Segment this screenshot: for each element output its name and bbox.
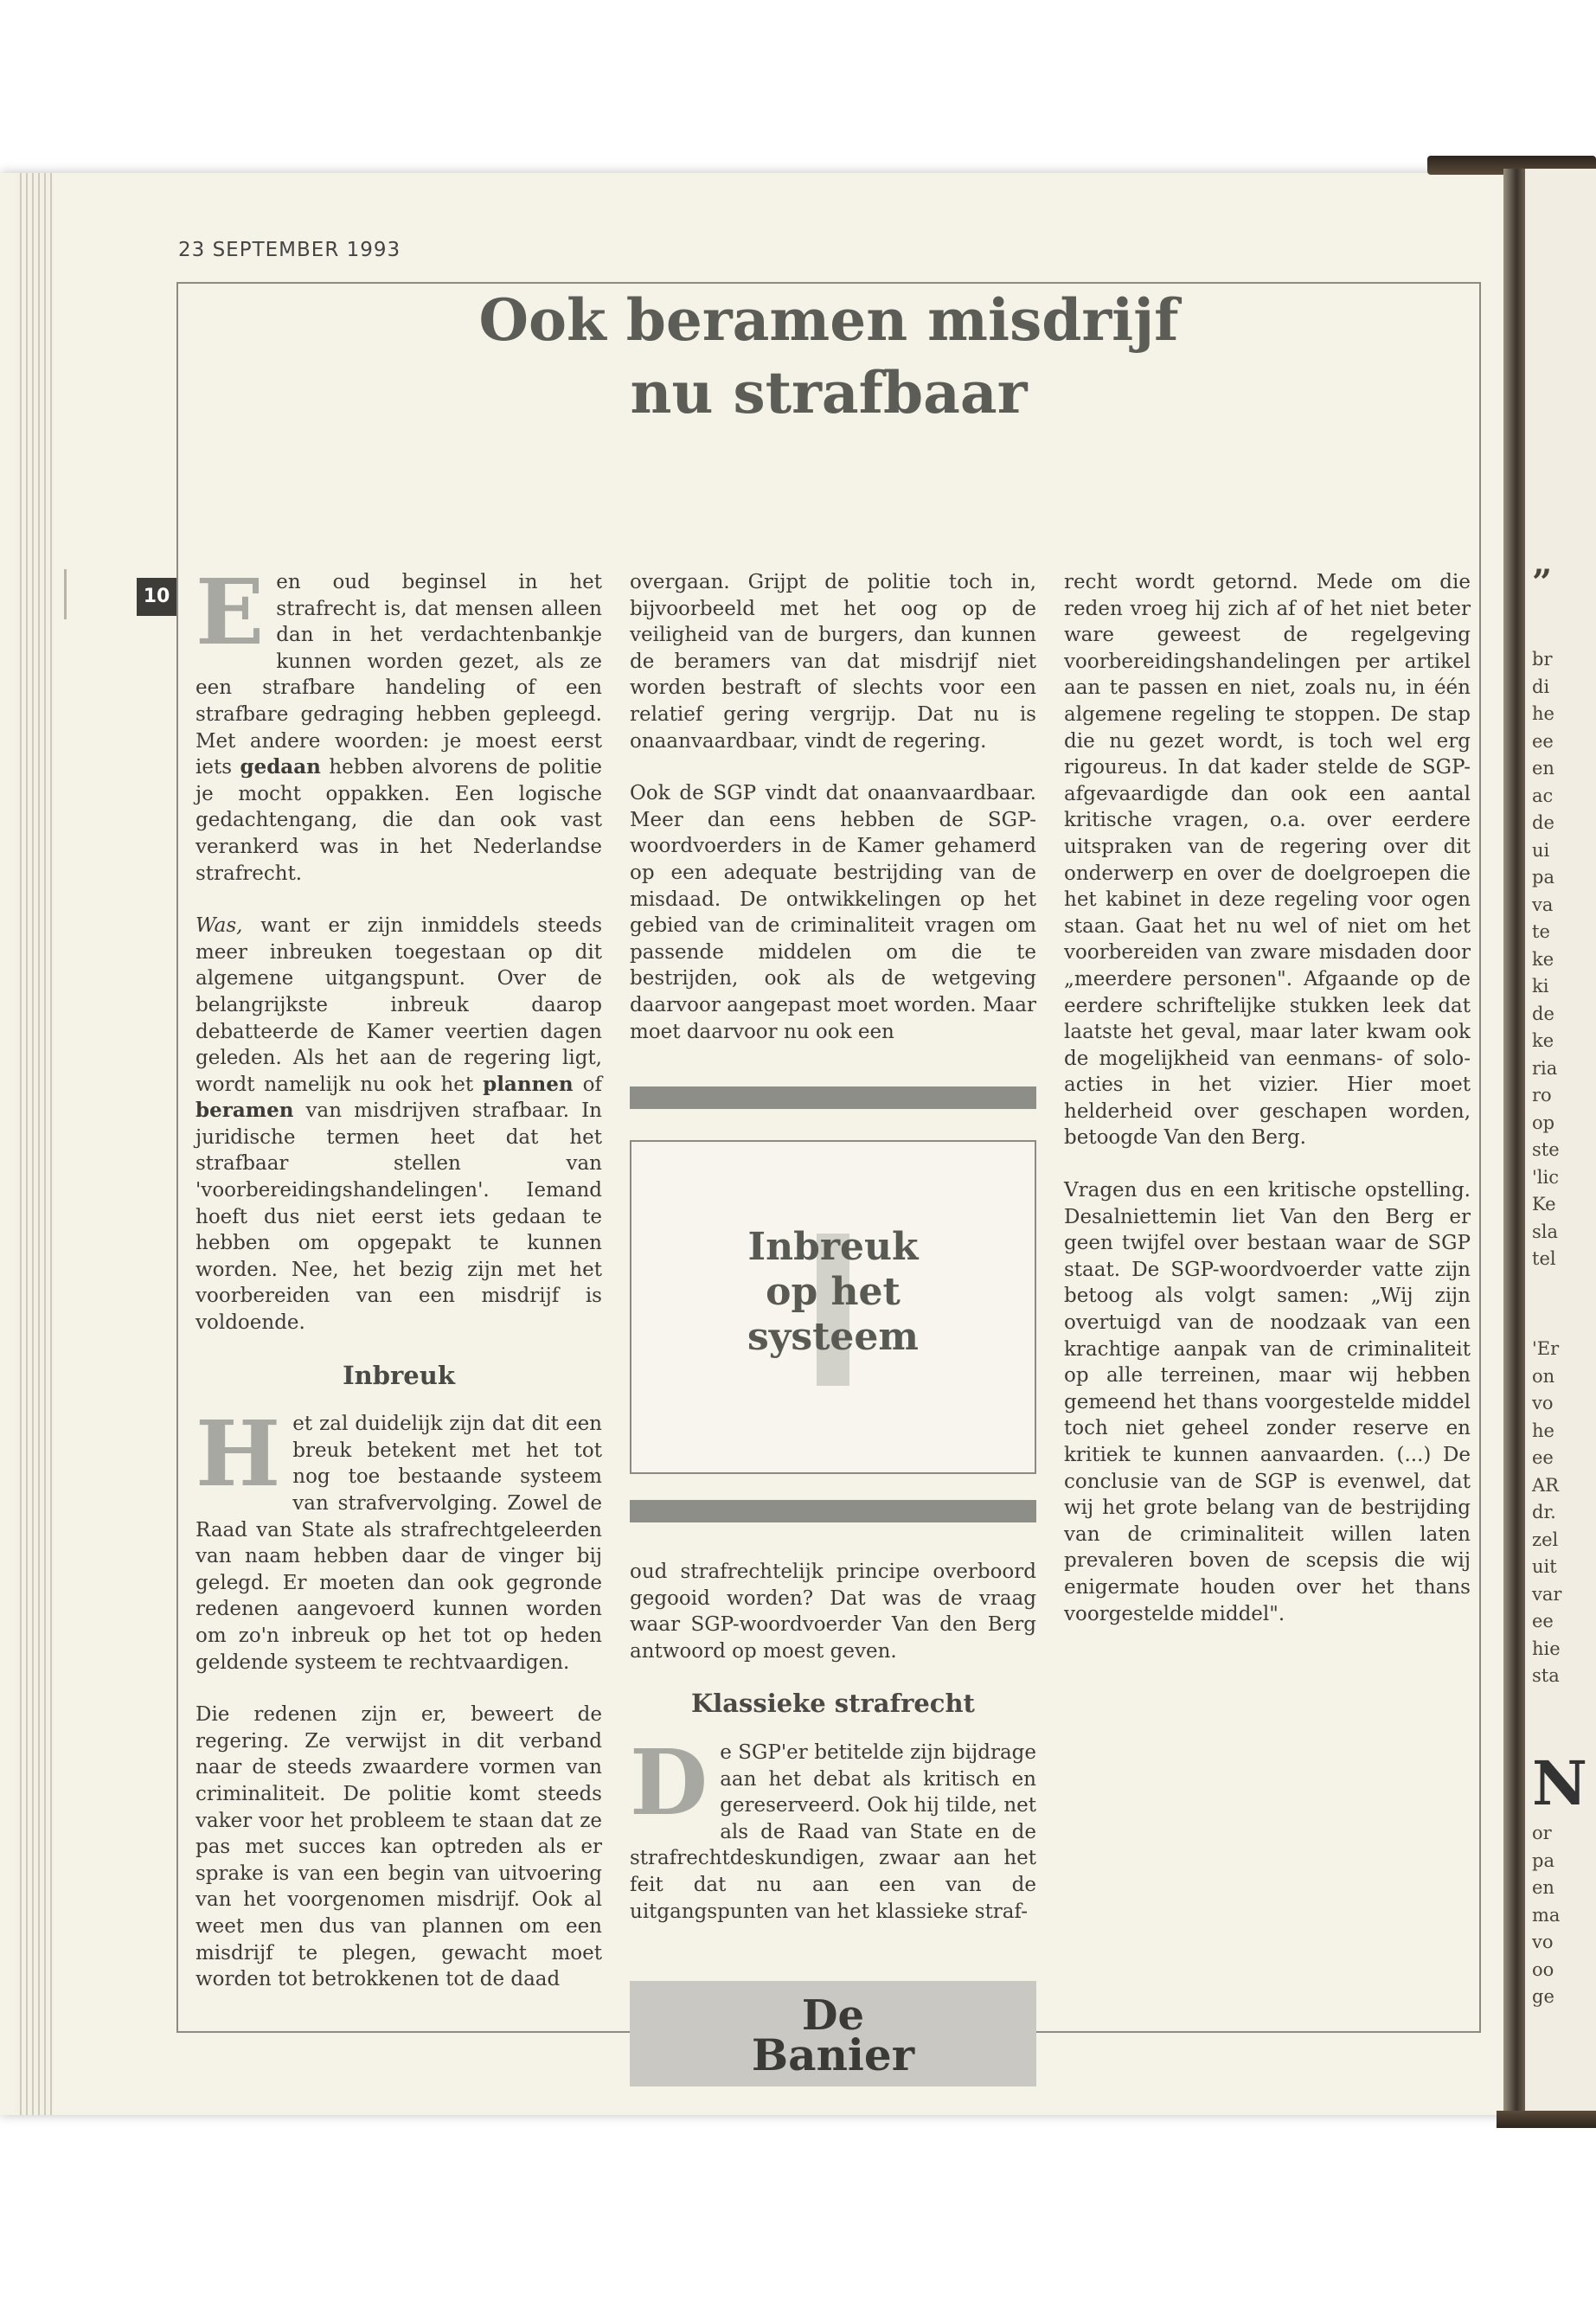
logo-line-1: De bbox=[801, 1991, 865, 2040]
issue-date: 23 SEPTEMBER 1993 bbox=[178, 239, 401, 261]
next-page-line-fragment: ki bbox=[1532, 976, 1549, 997]
next-page-line-fragment: en bbox=[1532, 1877, 1554, 1898]
next-page-quote-mark: ” bbox=[1532, 562, 1553, 603]
next-page-line-fragment: AR bbox=[1532, 1474, 1559, 1496]
headline-line-2: nu strafbaar bbox=[630, 359, 1028, 426]
next-page-line-fragment: Ke bbox=[1532, 1194, 1556, 1215]
next-page-line-fragment: ke bbox=[1532, 1030, 1554, 1051]
next-page-line-fragment: zel bbox=[1532, 1529, 1559, 1550]
next-page-line-fragment: ee bbox=[1532, 730, 1554, 752]
pull-quote-rule-bottom bbox=[630, 1500, 1036, 1522]
next-page-line-fragment: ma bbox=[1532, 1904, 1561, 1926]
logo-line-2: Banier bbox=[751, 2029, 915, 2080]
next-page-line-fragment: va bbox=[1532, 894, 1554, 915]
next-page-line-fragment: tel bbox=[1532, 1248, 1556, 1269]
page-stack-edge bbox=[16, 173, 54, 2115]
next-page-big-letter: N bbox=[1532, 1747, 1587, 1819]
next-page-line-fragment: vo bbox=[1532, 1932, 1554, 1952]
paragraph-text: of bbox=[582, 1073, 603, 1096]
pull-quote-line: systeem bbox=[747, 1315, 919, 1359]
book-spine bbox=[1503, 169, 1525, 2119]
paragraph bbox=[630, 780, 1036, 1045]
book-binding-bottom bbox=[1497, 2111, 1596, 2128]
next-page-line-fragment: ro bbox=[1532, 1085, 1552, 1106]
next-page-line-fragment: var bbox=[1532, 1583, 1562, 1605]
next-page-line-fragment: he bbox=[1532, 1420, 1554, 1441]
next-page-line-fragment: dr. bbox=[1532, 1502, 1556, 1522]
section-subheading: Inbreuk bbox=[343, 1360, 455, 1390]
paragraph-text: van misdrijven strafbaar. In juridische termen heet dat het strafbaar stellen van 'voorbereidingshandelingen'. Iemand hoeft dus niet eerst iets gedaan te hebben om opgepakt te kunnen worden. Nee, het bezig zijn met het voorbereiden van een misdrijf is voldoende. bbox=[195, 1099, 602, 1335]
paragraph bbox=[195, 1702, 602, 1993]
next-page-line-fragment: ste bbox=[1532, 1139, 1560, 1160]
next-page-line-fragment: ria bbox=[1532, 1057, 1558, 1079]
headline-line-1: Ook beramen misdrijf bbox=[478, 286, 1179, 354]
paragraph-text: Vragen dus en een kritische opstelling. Desalniettemin liet Van den Berg er geen twijfel over bestaan waar de SGP staat. De SGP-woordvoerder vatte zijn betoog als volgt samen: „Wij zijn overtuigd van de noodzaak van een krachtige aanpak van de criminaliteit op alle terreinen, maar wij hebben gemeend het thans voorgestelde middel toch niet geheel zonder reserve en kritiek te kunnen aanvaarden. (...) De conclusie van de SGP is evenwel, dat wij het grote belang van de bestrijding van de criminaliteit willen laten prevaleren boven de scepsis die wij enigermate houden over het thans voorgestelde middel". bbox=[1064, 1179, 1471, 1625]
page-number: 10 bbox=[137, 578, 176, 616]
drop-cap: E bbox=[195, 559, 265, 665]
next-page-line-fragment: sla bbox=[1532, 1221, 1559, 1242]
pull-quote-rule-top bbox=[630, 1086, 1036, 1109]
drop-cap: D bbox=[630, 1728, 708, 1836]
paragraph bbox=[195, 1400, 602, 1676]
paragraph-text: et zal duidelijk zijn dat dit een breuk betekent met het tot nog toe bestaande systeem van strafvervolging. Zowel de Raad van State als strafrechtgeleerden van naam hebben daar de vinger bij gelegd. Er moeten dan ook gegronde redenen aangevoerd kunnen worden om zo'n inbreuk op het tot op heden geldende systeem te rechtvaardigen. bbox=[195, 1413, 602, 1674]
pull-quote-box bbox=[630, 1140, 1036, 1474]
next-page-line-fragment: pa bbox=[1532, 1849, 1554, 1871]
drop-cap: H bbox=[195, 1400, 281, 1508]
next-page-fragment bbox=[1525, 169, 1596, 2111]
pull-quote-line: Inbreuk bbox=[747, 1225, 919, 1269]
article-headline bbox=[176, 284, 1481, 429]
next-page-line-fragment: oo bbox=[1532, 1958, 1554, 1980]
paragraph bbox=[630, 1559, 1036, 1664]
emphasis-text: gedaan bbox=[240, 755, 321, 779]
paragraph bbox=[630, 1728, 1036, 1925]
next-page-line-fragment: de bbox=[1532, 812, 1554, 833]
next-page-line-fragment: pa bbox=[1532, 867, 1554, 888]
paragraph bbox=[195, 913, 602, 1336]
emphasis-text: beramen bbox=[195, 1099, 294, 1123]
next-page-line-fragment: ac bbox=[1532, 785, 1554, 806]
paragraph-text: want er zijn inmiddels steeds meer inbreuken toegestaan op dit algemene uitgangspunt. Over de belangrijkste inbreuk daarop debatteerde de Kamer veertien dagen geleden. Als het aan de regering ligt, wordt namelijk nu ook het bbox=[195, 914, 603, 1096]
article-column-3 bbox=[1064, 569, 1471, 1653]
de-banier-logo bbox=[630, 1981, 1036, 2086]
next-page-line-fragment: he bbox=[1532, 703, 1554, 724]
article-column-2-top bbox=[630, 569, 1036, 1071]
paragraph-text: hebben alvorens de politie je mocht oppakken. Een logische gedachtengang, die dan ook vast verankerd was in het Nederlandse strafrecht. bbox=[195, 756, 603, 885]
next-page-line-fragment: on bbox=[1532, 1365, 1555, 1387]
next-page-line-fragment: vo bbox=[1532, 1393, 1554, 1413]
next-page-line-fragment: ge bbox=[1532, 1986, 1554, 2007]
next-page-line-fragment: ui bbox=[1532, 839, 1550, 861]
next-page-line-fragment: uit bbox=[1532, 1556, 1557, 1577]
pull-quote bbox=[631, 1225, 1035, 1360]
paragraph bbox=[630, 569, 1036, 754]
paragraph-text: Die redenen zijn er, beweert de regering. Ze verwijst in dit verband naar de steeds zwaardere vormen van criminaliteit. De politie komt steeds vaker voor het probleem te staan dat ze pas met succes kan optreden als er sprake is van een begin van uitvoering van het voorgenomen misdrijf. Ook al weet men dus van plannen om een misdrijf te plegen, gewacht moet worden tot betrokkenen tot de daad bbox=[195, 1703, 602, 1991]
next-page-line-fragment: 'lic bbox=[1532, 1166, 1559, 1188]
next-page-line-fragment: br bbox=[1532, 649, 1553, 670]
section-subheading: Klassieke strafrecht bbox=[691, 1689, 975, 1719]
paragraph-text: recht wordt getornd. Mede om die reden vroeg hij zich af of het niet beter ware geweest de regelgeving voorbereidingshandelingen per artikel aan te passen en niet, zoals nu, in één algemene regeling te stoppen. De stap die nu gezet wordt, is toch wel erg rigoureus. In dat kader stelde de SGP-afgevaardigde dan ook een aantal kritische vragen, o.a. over eerdere uitspraken van de regering over dit onderwerp en over de doelgroepen die het kabinet in deze regeling voor ogen staan. Gaat het nu wel of niet om het voorbereiden van zware misdaden door „meerdere personen". Afgaande op de eerdere schriftelijke stukken leek dat laatste het geval, maar later kwam ook de mogelijkheid van eenmans- of solo-acties in het vizier. Hier moet helderheid over geschapen worden, betoogde Van den Berg. bbox=[1064, 571, 1471, 1150]
paragraph-text: oud strafrechtelijk principe overboord gegooid worden? Dat was de vraag waar SGP-woordvoerder Van den Berg antwoord op moest geven. bbox=[630, 1561, 1036, 1663]
next-page-line-fragment: 'Er bbox=[1532, 1338, 1560, 1359]
next-page-line-fragment: en bbox=[1532, 758, 1554, 779]
pull-quote-line: op het bbox=[766, 1270, 901, 1314]
next-page-line-fragment: ee bbox=[1532, 1447, 1554, 1468]
margin-mark bbox=[64, 569, 67, 619]
next-page-line-fragment: op bbox=[1532, 1112, 1555, 1133]
paragraph-text: Ook de SGP vindt dat onaanvaardbaar. Meer dan eens hebben de SGP-woordvoerders in de Kamer gehamerd op een adequate bestrijding van de misdaad. De ontwikkelingen op het gebied van de criminaliteit vragen om passende middelen om die te bestrijden, ook als de wetgeving daarvoor aangepast moet worden. Maar moet daarvoor nu ook een bbox=[630, 782, 1036, 1043]
article-column-2-bottom bbox=[630, 1559, 1036, 1951]
paragraph bbox=[1064, 1177, 1471, 1627]
next-page-line-fragment: ee bbox=[1532, 1611, 1554, 1631]
article-column-1 bbox=[195, 559, 603, 2019]
paragraph-text: en oud beginsel in het strafrecht is, dat mensen alleen dan in het verdachtenbankje kunnen worden gezet, als ze een strafbare handeling of een strafbare gedraging hebben gepleegd. Met andere woorden: je moest eerst iets bbox=[195, 571, 602, 779]
next-page-line-fragment: or bbox=[1532, 1823, 1552, 1843]
next-page-line-fragment: de bbox=[1532, 1003, 1554, 1024]
next-page-line-fragment: ke bbox=[1532, 948, 1554, 970]
emphasis-text: Was, bbox=[195, 914, 243, 938]
next-page-line-fragment: sta bbox=[1532, 1665, 1560, 1686]
paragraph-text: overgaan. Grijpt de politie toch in, bijvoorbeeld met het oog op de veiligheid van de burgers, dan kunnen de beramers van dat misdrijf niet worden bestraft of slechts voor een relatief gering vergrijp. Dat nu is onaanvaardbaar, vindt de regering. bbox=[630, 571, 1036, 753]
paragraph-text: e SGP'er betitelde zijn bijdrage aan het debat als kritisch en gereserveerd. Ook hij tilde, net als de Raad van State en de strafrechtdeskundigen, zwaar aan het feit dat nu aan een van de uitgangspunten van het klassieke straf- bbox=[630, 1740, 1036, 1923]
next-page-line-fragment: te bbox=[1532, 921, 1550, 942]
next-page-line-fragment: di bbox=[1532, 676, 1550, 697]
emphasis-text: plannen bbox=[483, 1072, 574, 1096]
paragraph bbox=[1064, 569, 1471, 1151]
next-page-line-fragment: hie bbox=[1532, 1638, 1561, 1659]
paragraph bbox=[195, 559, 603, 887]
